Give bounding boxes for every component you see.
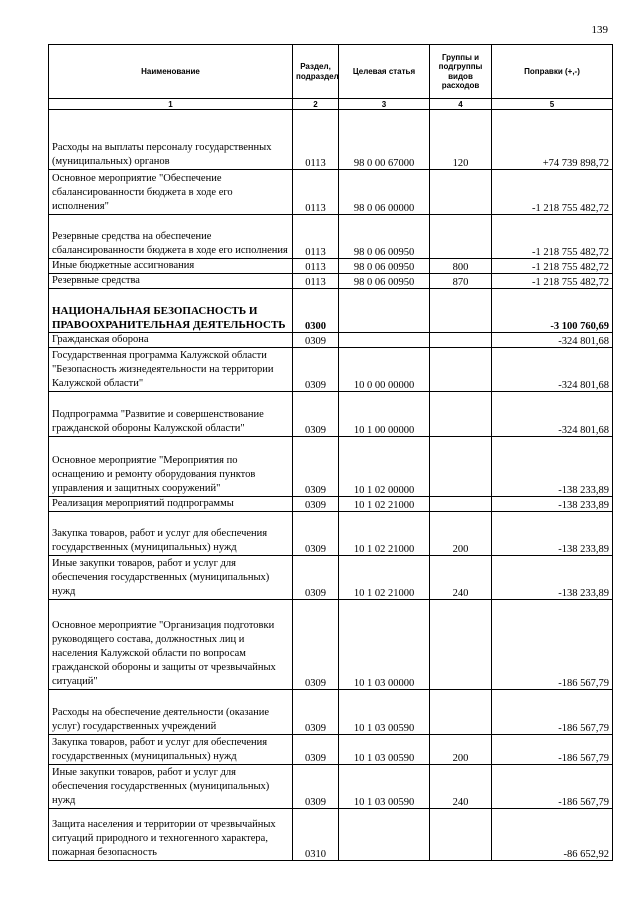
table-row bbox=[49, 259, 613, 274]
row-amendment-amount-cell: -138 233,89 bbox=[492, 437, 613, 497]
table-row bbox=[49, 289, 613, 333]
row-name-cell: Реализация мероприятий подпрограммы bbox=[49, 497, 293, 512]
row-name-cell: Закупка товаров, работ и услуг для обеспечения государственных (муниципальных) нужд bbox=[49, 512, 293, 556]
row-section-code-cell: 0309 bbox=[293, 600, 339, 690]
table-row bbox=[49, 735, 613, 765]
row-amendment-amount-cell: -138 233,89 bbox=[492, 556, 613, 600]
row-section-code-cell: 0113 bbox=[293, 170, 339, 215]
row-amendment-amount-cell: -324 801,68 bbox=[492, 348, 613, 392]
table-row bbox=[49, 110, 613, 170]
row-expense-group-cell bbox=[430, 348, 492, 392]
page-number: 139 bbox=[591, 24, 608, 36]
row-expense-group-cell: 200 bbox=[430, 735, 492, 765]
row-expense-group-cell: 800 bbox=[430, 259, 492, 274]
row-target-article-cell: 10 1 02 21000 bbox=[339, 512, 430, 556]
row-name-cell: Расходы на обеспечение деятельности (оказание услуг) государственных учреждений bbox=[49, 690, 293, 735]
row-target-article-cell bbox=[339, 333, 430, 348]
row-section-code-cell: 0309 bbox=[293, 735, 339, 765]
row-target-article-cell: 10 1 03 00000 bbox=[339, 600, 430, 690]
table-row bbox=[49, 437, 613, 497]
row-expense-group-cell: 240 bbox=[430, 556, 492, 600]
row-name-cell: Резервные средства на обеспечение сбалансированности бюджета в ходе его исполнения bbox=[49, 215, 293, 259]
row-target-article-cell bbox=[339, 289, 430, 333]
row-amendment-amount-cell: -138 233,89 bbox=[492, 497, 613, 512]
row-target-article-cell: 98 0 00 67000 bbox=[339, 110, 430, 170]
row-amendment-amount-cell: -186 567,79 bbox=[492, 690, 613, 735]
row-section-code-cell: 0309 bbox=[293, 333, 339, 348]
header-expense-groups: Группы и подгруппы видов расходов bbox=[430, 45, 492, 99]
row-amendment-amount-cell: -138 233,89 bbox=[492, 512, 613, 556]
row-name-cell: Основное мероприятие "Мероприятия по оснащению и ремонту оборудования пунктов управления и защитных сооружений" bbox=[49, 437, 293, 497]
row-amendment-amount-cell: -1 218 755 482,72 bbox=[492, 170, 613, 215]
row-name-cell: Основное мероприятие "Организация подготовки руководящего состава, должностных лиц и населения Калужской области по вопросам гражданской обороны и защиты от чрезвычайных ситуаций" bbox=[49, 600, 293, 690]
table-row bbox=[49, 497, 613, 512]
table-row bbox=[49, 392, 613, 437]
row-target-article-cell: 10 1 00 00000 bbox=[339, 392, 430, 437]
row-target-article-cell bbox=[339, 809, 430, 861]
row-name-cell: Основное мероприятие "Обеспечение сбалансированности бюджета в ходе его исполнения" bbox=[49, 170, 293, 215]
row-name-cell: Иные закупки товаров, работ и услуг для обеспечения государственных (муниципальных) нужд bbox=[49, 556, 293, 600]
row-section-code-cell: 0309 bbox=[293, 348, 339, 392]
row-name-cell: НАЦИОНАЛЬНАЯ БЕЗОПАСНОСТЬ И ПРАВООХРАНИТЕЛЬНАЯ ДЕЯТЕЛЬНОСТЬ bbox=[49, 289, 293, 333]
row-expense-group-cell bbox=[430, 497, 492, 512]
row-amendment-amount-cell: -186 567,79 bbox=[492, 765, 613, 809]
row-section-code-cell: 0309 bbox=[293, 497, 339, 512]
row-name-cell: Гражданская оборона bbox=[49, 333, 293, 348]
column-number: 1 bbox=[49, 99, 293, 110]
row-target-article-cell: 98 0 06 00950 bbox=[339, 274, 430, 289]
row-section-code-cell: 0309 bbox=[293, 556, 339, 600]
table-body bbox=[49, 110, 613, 861]
row-target-article-cell: 98 0 06 00950 bbox=[339, 215, 430, 259]
row-section-code-cell: 0310 bbox=[293, 809, 339, 861]
column-numbers-row bbox=[49, 99, 613, 110]
row-expense-group-cell bbox=[430, 333, 492, 348]
row-name-cell: Государственная программа Калужской области "Безопасность жизнедеятельности на территории Калужской области" bbox=[49, 348, 293, 392]
row-target-article-cell: 10 1 03 00590 bbox=[339, 765, 430, 809]
row-amendment-amount-cell: +74 739 898,72 bbox=[492, 110, 613, 170]
header-section: Раздел, подраздел bbox=[293, 45, 339, 99]
row-amendment-amount-cell: -1 218 755 482,72 bbox=[492, 215, 613, 259]
row-name-cell: Иные бюджетные ассигнования bbox=[49, 259, 293, 274]
row-section-code-cell: 0309 bbox=[293, 512, 339, 556]
table-row bbox=[49, 556, 613, 600]
row-expense-group-cell: 240 bbox=[430, 765, 492, 809]
row-name-cell: Защита населения и территории от чрезвычайных ситуаций природного и техногенного характера, пожарная безопасность bbox=[49, 809, 293, 861]
row-amendment-amount-cell: -186 567,79 bbox=[492, 600, 613, 690]
row-expense-group-cell bbox=[430, 437, 492, 497]
table-row bbox=[49, 690, 613, 735]
row-section-code-cell: 0309 bbox=[293, 392, 339, 437]
table-row bbox=[49, 215, 613, 259]
row-target-article-cell: 10 1 02 00000 bbox=[339, 437, 430, 497]
row-amendment-amount-cell: -186 567,79 bbox=[492, 735, 613, 765]
row-expense-group-cell bbox=[430, 809, 492, 861]
row-target-article-cell: 98 0 06 00950 bbox=[339, 259, 430, 274]
row-name-cell: Расходы на выплаты персоналу государственных (муниципальных) органов bbox=[49, 110, 293, 170]
column-number: 2 bbox=[293, 99, 339, 110]
row-section-code-cell: 0113 bbox=[293, 274, 339, 289]
row-amendment-amount-cell: -3 100 760,69 bbox=[492, 289, 613, 333]
table-row bbox=[49, 809, 613, 861]
row-target-article-cell: 10 1 02 21000 bbox=[339, 497, 430, 512]
row-target-article-cell: 10 1 03 00590 bbox=[339, 690, 430, 735]
row-section-code-cell: 0309 bbox=[293, 690, 339, 735]
row-target-article-cell: 10 0 00 00000 bbox=[339, 348, 430, 392]
row-section-code-cell: 0300 bbox=[293, 289, 339, 333]
row-name-cell: Иные закупки товаров, работ и услуг для обеспечения государственных (муниципальных) нужд bbox=[49, 765, 293, 809]
row-expense-group-cell bbox=[430, 392, 492, 437]
row-expense-group-cell bbox=[430, 289, 492, 333]
table-row bbox=[49, 274, 613, 289]
row-target-article-cell: 10 1 03 00590 bbox=[339, 735, 430, 765]
row-expense-group-cell bbox=[430, 690, 492, 735]
row-section-code-cell: 0113 bbox=[293, 110, 339, 170]
budget-table bbox=[48, 44, 613, 861]
row-target-article-cell: 10 1 02 21000 bbox=[339, 556, 430, 600]
header-target-article: Целевая статья bbox=[339, 45, 430, 99]
table-row bbox=[49, 765, 613, 809]
header-amendments: Поправки (+,-) bbox=[492, 45, 613, 99]
row-name-cell: Закупка товаров, работ и услуг для обеспечения государственных (муниципальных) нужд bbox=[49, 735, 293, 765]
row-target-article-cell: 98 0 06 00000 bbox=[339, 170, 430, 215]
table-row bbox=[49, 512, 613, 556]
row-amendment-amount-cell: -1 218 755 482,72 bbox=[492, 274, 613, 289]
column-number: 3 bbox=[339, 99, 430, 110]
column-number: 4 bbox=[430, 99, 492, 110]
row-expense-group-cell: 120 bbox=[430, 110, 492, 170]
row-expense-group-cell: 870 bbox=[430, 274, 492, 289]
table-row bbox=[49, 333, 613, 348]
row-section-code-cell: 0309 bbox=[293, 765, 339, 809]
row-amendment-amount-cell: -324 801,68 bbox=[492, 333, 613, 348]
table-header-row bbox=[49, 45, 613, 99]
row-amendment-amount-cell: -324 801,68 bbox=[492, 392, 613, 437]
header-name: Наименование bbox=[49, 45, 293, 99]
row-expense-group-cell: 200 bbox=[430, 512, 492, 556]
row-amendment-amount-cell: -1 218 755 482,72 bbox=[492, 259, 613, 274]
row-amendment-amount-cell: -86 652,92 bbox=[492, 809, 613, 861]
row-section-code-cell: 0113 bbox=[293, 259, 339, 274]
row-name-cell: Резервные средства bbox=[49, 274, 293, 289]
table-row bbox=[49, 170, 613, 215]
row-section-code-cell: 0309 bbox=[293, 437, 339, 497]
table-row bbox=[49, 600, 613, 690]
row-name-cell: Подпрограмма "Развитие и совершенствование гражданской обороны Калужской области" bbox=[49, 392, 293, 437]
row-section-code-cell: 0113 bbox=[293, 215, 339, 259]
row-expense-group-cell bbox=[430, 170, 492, 215]
row-expense-group-cell bbox=[430, 215, 492, 259]
column-number: 5 bbox=[492, 99, 613, 110]
row-expense-group-cell bbox=[430, 600, 492, 690]
table-row bbox=[49, 348, 613, 392]
